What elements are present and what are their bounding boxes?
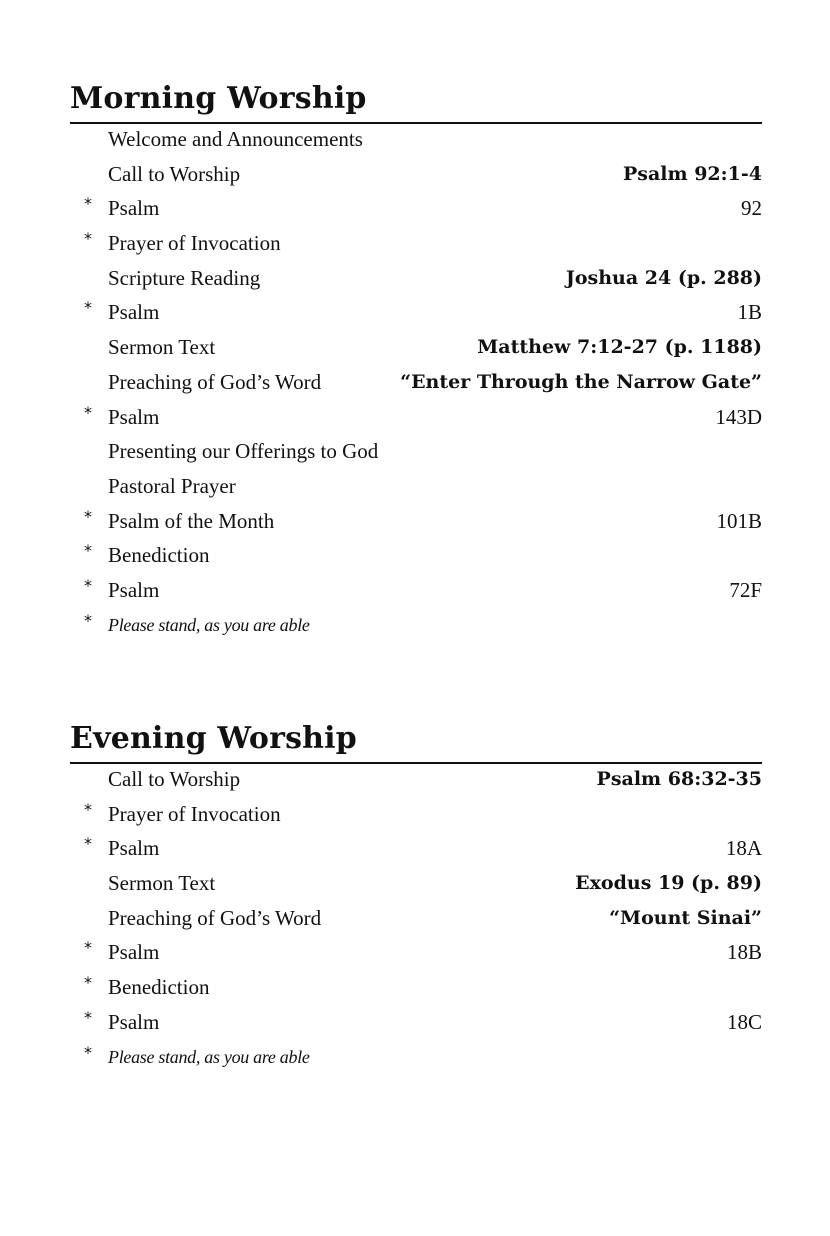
stand-asterisk: *: [84, 575, 92, 595]
stand-asterisk: *: [84, 229, 92, 249]
stand-asterisk: *: [84, 973, 92, 993]
morning-order-list: [70, 124, 762, 644]
order-item-label: Psalm: [108, 404, 160, 429]
order-item-label: Psalm: [108, 577, 160, 602]
order-item: [70, 332, 762, 367]
order-item-label: Psalm: [108, 196, 160, 221]
order-item-label: Prayer of Invocation: [108, 231, 281, 256]
evening-order-list: [70, 764, 762, 1076]
order-item-value: 18A: [725, 836, 762, 861]
order-item-label: Pastoral Prayer: [108, 473, 236, 498]
order-item-label: Presenting our Offerings to God: [108, 439, 379, 464]
morning-worship-section: [70, 80, 762, 644]
order-item: [70, 159, 762, 194]
stand-note: [70, 610, 762, 645]
order-item-value: 72F: [729, 577, 762, 602]
order-item-value: Exodus 19 (p. 89): [575, 872, 762, 895]
order-item: [70, 263, 762, 298]
stand-asterisk: *: [84, 541, 92, 561]
order-item: [70, 471, 762, 506]
stand-note-text: Please stand, as you are able: [108, 1046, 310, 1067]
stand-asterisk: *: [84, 1042, 92, 1062]
order-item: [70, 124, 762, 159]
order-item-label: Psalm of the Month: [108, 508, 275, 533]
order-item-label: Prayer of Invocation: [108, 801, 281, 826]
order-item-label: Psalm: [108, 1009, 160, 1034]
order-item-value: 101B: [716, 508, 762, 533]
order-item: [70, 799, 762, 834]
order-item-value: 92: [741, 196, 762, 221]
morning-worship-title: Morning Worship: [70, 81, 367, 116]
order-item-label: Psalm: [108, 940, 160, 965]
order-item: [70, 903, 762, 938]
order-item-label: Benediction: [108, 975, 210, 1000]
stand-asterisk: *: [84, 938, 92, 958]
order-item: [70, 937, 762, 972]
order-item: [70, 436, 762, 471]
order-item: [70, 868, 762, 903]
order-item-value: 18B: [726, 940, 762, 965]
stand-asterisk: *: [84, 506, 92, 526]
stand-asterisk: *: [84, 610, 92, 630]
evening-worship-title: Evening Worship: [70, 721, 357, 756]
stand-asterisk: *: [84, 402, 92, 422]
order-item-label: Sermon Text: [108, 871, 216, 896]
order-item: [70, 506, 762, 541]
order-item: [70, 367, 762, 402]
order-item: [70, 833, 762, 868]
evening-worship-section: [70, 720, 762, 1076]
order-item-label: Sermon Text: [108, 335, 216, 360]
order-item-value: Joshua 24 (p. 288): [565, 266, 762, 289]
order-item: [70, 575, 762, 610]
order-item-value: “Enter Through the Narrow Gate”: [400, 370, 762, 393]
order-item-value: 143D: [715, 404, 762, 429]
stand-asterisk: *: [84, 194, 92, 214]
order-item-label: Benediction: [108, 543, 210, 568]
stand-note: [70, 1042, 762, 1077]
order-item: [70, 764, 762, 799]
order-item-label: Call to Worship: [108, 767, 241, 791]
order-item-value: “Mount Sinai”: [609, 906, 762, 929]
stand-asterisk: *: [84, 834, 92, 854]
stand-asterisk: *: [84, 298, 92, 318]
order-item: [70, 228, 762, 263]
stand-note-text: Please stand, as you are able: [108, 614, 310, 635]
order-item-value: Psalm 68:32-35: [596, 768, 762, 790]
order-item: [70, 297, 762, 332]
order-item: [70, 402, 762, 437]
order-item-label: Psalm: [108, 300, 160, 325]
order-item-value: Matthew 7:12-27 (p. 1188): [477, 336, 762, 359]
stand-asterisk: *: [84, 799, 92, 819]
order-item-label: Scripture Reading: [108, 265, 261, 290]
order-item-label: Preaching of God’s Word: [108, 369, 322, 394]
order-item: [70, 972, 762, 1007]
stand-asterisk: *: [84, 1007, 92, 1027]
order-item-value: 1B: [737, 300, 762, 325]
order-item-label: Preaching of God’s Word: [108, 905, 322, 930]
order-item: [70, 540, 762, 575]
order-item-value: Psalm 92:1-4: [622, 162, 762, 185]
order-item-label: Welcome and Announcements: [108, 127, 363, 151]
order-item: [70, 1007, 762, 1042]
order-item-label: Call to Worship: [108, 161, 241, 186]
order-item-value: 18C: [726, 1009, 762, 1034]
order-item: [70, 193, 762, 228]
order-item-label: Psalm: [108, 836, 160, 861]
